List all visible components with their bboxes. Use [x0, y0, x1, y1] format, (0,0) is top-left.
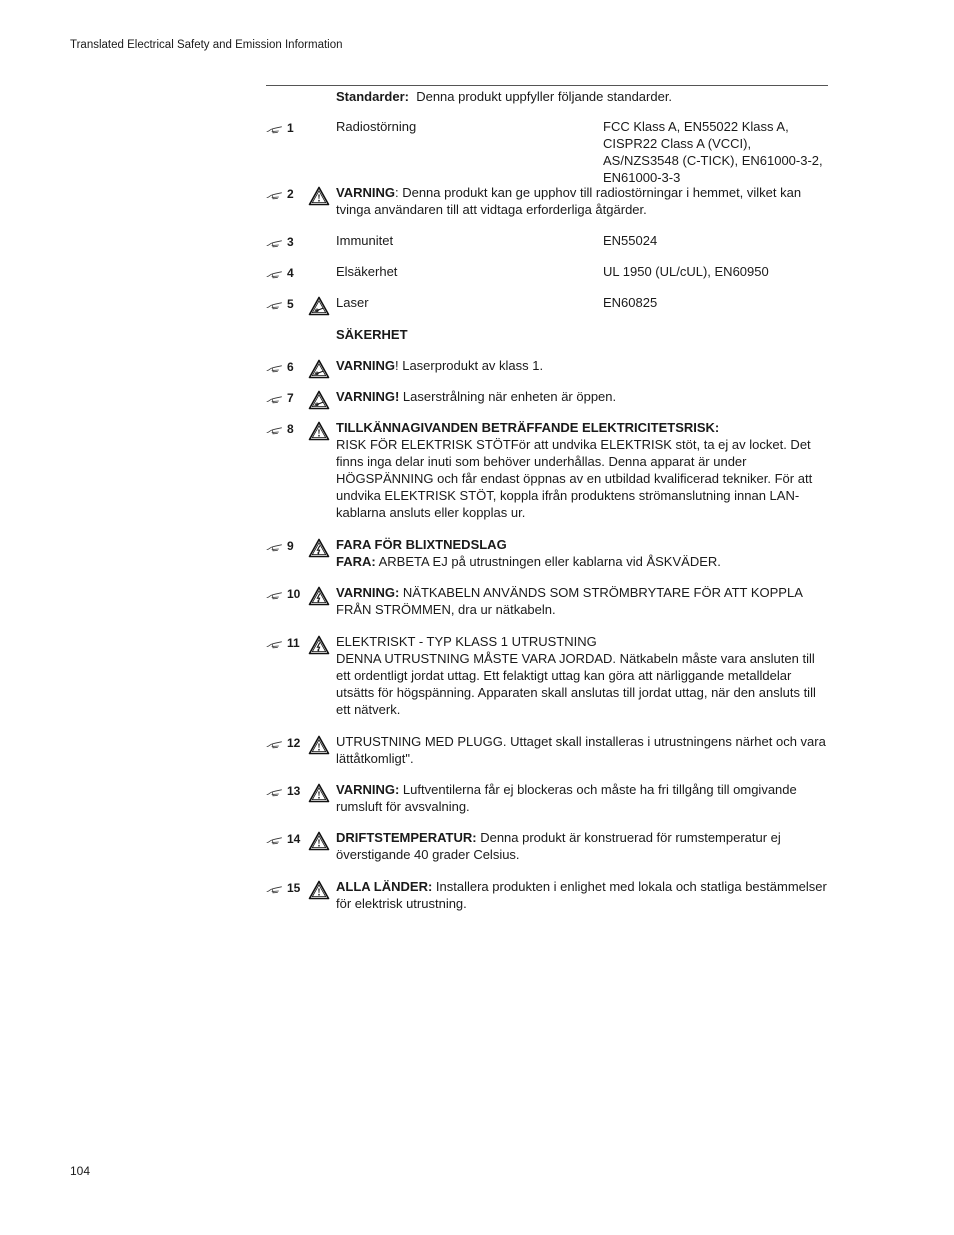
item-text: [336, 357, 828, 374]
warning-triangle-icon: [308, 186, 330, 206]
hand-pointer-icon: [266, 587, 287, 601]
standards-text: Denna produkt uppfyller följande standarder.: [416, 89, 673, 104]
item-row-5: [266, 294, 828, 311]
item-body-text: UTRUSTNING MED PLUGG. Uttaget skall installeras i utrustningens närhet och vara lättåtkomligt".: [336, 734, 826, 766]
hand-pointer-icon: [266, 187, 287, 201]
reference-marker: [266, 880, 306, 897]
item-body-text: DENNA UTRUSTNING MÅSTE VARA JORDAD. Nätkabeln måste vara ansluten till ett ordentligt jordat uttag. Ett felaktigt uttag kan göra att närliggande metalldelar utsätts för högspänning. Apparaten skall anslutas till jordat uttag, när den ansluts till ett nätverk.: [336, 651, 816, 717]
item-bold-label: VARNING!: [336, 389, 400, 404]
item-text: [336, 781, 828, 815]
hand-pointer-icon: [266, 235, 287, 249]
item-bold-label: VARNING: [336, 358, 395, 373]
item-number: 8: [287, 422, 294, 436]
item-bold-label: VARNING:: [336, 782, 400, 797]
page-header: Translated Electrical Safety and Emission Information: [70, 39, 343, 51]
reference-marker: [266, 234, 306, 251]
item-value: FCC Klass A, EN55022 Klass A, CISPR22 Class A (VCCI), AS/NZS3548 (C-TICK), EN61000-3-2, EN61000-3-3: [603, 119, 823, 185]
item-number: 4: [287, 266, 294, 280]
hand-pointer-icon: [266, 881, 287, 895]
item-body-text: Luftventilerna får ej blockeras och måste ha fri tillgång till omgivande rumsluft för avsvalning.: [336, 782, 797, 814]
item-heading: TILLKÄNNAGIVANDEN BETRÄFFANDE ELEKTRICITETSRISK:: [336, 420, 720, 435]
item-number: 12: [287, 736, 301, 750]
reference-marker: [266, 265, 306, 282]
item-text: [336, 294, 828, 311]
item-row-12: [266, 733, 828, 767]
item-value: EN55024: [603, 233, 658, 248]
warning-triangle-icon: [308, 735, 330, 755]
item-label: Radiostörning: [336, 119, 417, 134]
item-row-8: [266, 419, 828, 521]
hand-pointer-icon: [266, 297, 287, 311]
item-number: 2: [287, 187, 294, 201]
item-text: [336, 263, 828, 280]
standards-table: [266, 88, 828, 911]
item-text: [336, 184, 828, 218]
hand-pointer-icon: [266, 636, 287, 650]
divider: [266, 85, 828, 86]
reference-marker: [266, 783, 306, 800]
item-value: UL 1950 (UL/cUL), EN60950: [603, 264, 769, 279]
warning-triangle-icon: [308, 783, 330, 803]
reference-marker: [266, 120, 306, 137]
reference-marker: [266, 586, 306, 603]
item-label: Elsäkerhet: [336, 264, 398, 279]
item-text: [336, 829, 828, 863]
item-bold-label: VARNING:: [336, 585, 400, 600]
item-subtitle: ELEKTRISKT - TYP KLASS 1 UTRUSTNING: [336, 634, 597, 649]
item-body-text: Installera produkten i enlighet med lokala och statliga bestämmelser för elektrisk utrustning.: [336, 879, 827, 911]
reference-marker: [266, 186, 306, 203]
item-bold-label: FARA:: [336, 554, 376, 569]
reference-marker: [266, 538, 306, 555]
item-number: 15: [287, 881, 301, 895]
item-text: [336, 388, 828, 405]
electric-shock-icon: [308, 635, 330, 655]
item-row-14: [266, 829, 828, 863]
item-text: [336, 878, 828, 912]
item-row-7: [266, 388, 828, 405]
item-number: 6: [287, 360, 294, 374]
item-text: [336, 733, 828, 767]
item-number: 14: [287, 832, 301, 846]
item-bold-label: VARNING: [336, 185, 395, 200]
item-row-3: [266, 232, 828, 249]
hand-pointer-icon: [266, 121, 287, 135]
item-text: [336, 536, 828, 570]
item-body-text: Denna produkt är konstruerad för rumstemperatur ej överstigande 40 grader Celsius.: [336, 830, 781, 862]
reference-marker: [266, 390, 306, 407]
item-row-10: [266, 584, 828, 618]
item-row-13: [266, 781, 828, 815]
laser-warning-icon: [308, 359, 330, 379]
item-number: 11: [287, 636, 300, 650]
standards-intro: [266, 88, 828, 110]
item-heading: FARA FÖR BLIXTNEDSLAG: [336, 537, 507, 552]
item-bold-label: DRIFTSTEMPERATUR:: [336, 830, 477, 845]
item-row-1: [266, 118, 828, 186]
laser-warning-icon: [308, 296, 330, 316]
hand-pointer-icon: [266, 422, 287, 436]
hand-pointer-icon: [266, 736, 287, 750]
item-number: 5: [287, 297, 294, 311]
warning-triangle-icon: [308, 880, 330, 900]
item-row-6: [266, 357, 828, 374]
warning-triangle-icon: [308, 831, 330, 851]
item-number: 9: [287, 539, 294, 553]
item-body: [336, 553, 828, 570]
item-text: [336, 633, 828, 718]
page-number: 104: [70, 1164, 91, 1178]
section-heading-row: [266, 326, 828, 343]
item-text: [336, 419, 828, 521]
reference-marker: [266, 635, 306, 652]
item-text: [336, 584, 828, 618]
item-body-text: : Denna produkt kan ge upphov till radiostörningar i hemmet, vilket kan tvinga användaren till att vidtaga erforderliga åtgärder.: [336, 185, 802, 217]
hand-pointer-icon: [266, 391, 287, 405]
item-text: [336, 232, 828, 249]
item-label: Immunitet: [336, 233, 394, 248]
item-number: 3: [287, 235, 294, 249]
laser-warning-icon: [308, 390, 330, 410]
standards-label: Standarder:: [336, 89, 409, 104]
electric-shock-icon: [308, 586, 330, 606]
item-text: [336, 118, 828, 186]
item-row-2: [266, 184, 828, 218]
item-body-text: ! Laserprodukt av klass 1.: [394, 358, 544, 373]
hand-pointer-icon: [266, 539, 287, 553]
item-number: 10: [287, 587, 301, 601]
hand-pointer-icon: [266, 832, 287, 846]
item-number: 7: [287, 391, 294, 405]
item-number: 1: [287, 121, 294, 135]
hand-pointer-icon: [266, 360, 287, 374]
reference-marker: [266, 359, 306, 376]
item-body-text: Laserstrålning när enheten är öppen.: [399, 389, 617, 404]
hand-pointer-icon: [266, 784, 287, 798]
item-row-4: [266, 263, 828, 280]
item-bold-label: ALLA LÄNDER:: [336, 879, 433, 894]
warning-triangle-icon: [308, 421, 330, 441]
electric-shock-icon: [308, 538, 330, 558]
section-heading: SÄKERHET: [336, 327, 408, 342]
item-body-text: NÄTKABELN ANVÄNDS SOM STRÖMBRYTARE FÖR ATT KOPPLA FRÅN STRÖMMEN, dra ur nätkabeln.: [336, 585, 803, 617]
hand-pointer-icon: [266, 266, 287, 280]
item-value: EN60825: [603, 295, 658, 310]
reference-marker: [266, 421, 306, 438]
reference-marker: [266, 735, 306, 752]
item-row-11: [266, 633, 828, 718]
item-body-text: RISK FÖR ELEKTRISK STÖTFör att undvika ELEKTRISK stöt, ta ej av locket. Det finns inga delar inuti som behöver underhållas. Denna apparat är under HÖGSPÄNNING och får endast öppnas av en utbildad kvalificerad tekniker. För att undvika ELEKTRISK STÖT, koppla ifrån produktens strömanslutning innan LAN-kablarna ansluts eller kopplas ur.: [336, 437, 813, 520]
item-number: 13: [287, 784, 301, 798]
item-row-9: [266, 536, 828, 570]
item-row-15: [266, 878, 828, 912]
reference-marker: [266, 296, 306, 313]
item-label: Laser: [336, 295, 369, 310]
reference-marker: [266, 831, 306, 848]
item-body-text: ARBETA EJ på utrustningen eller kablarna vid ÅSKVÄDER.: [375, 554, 721, 569]
